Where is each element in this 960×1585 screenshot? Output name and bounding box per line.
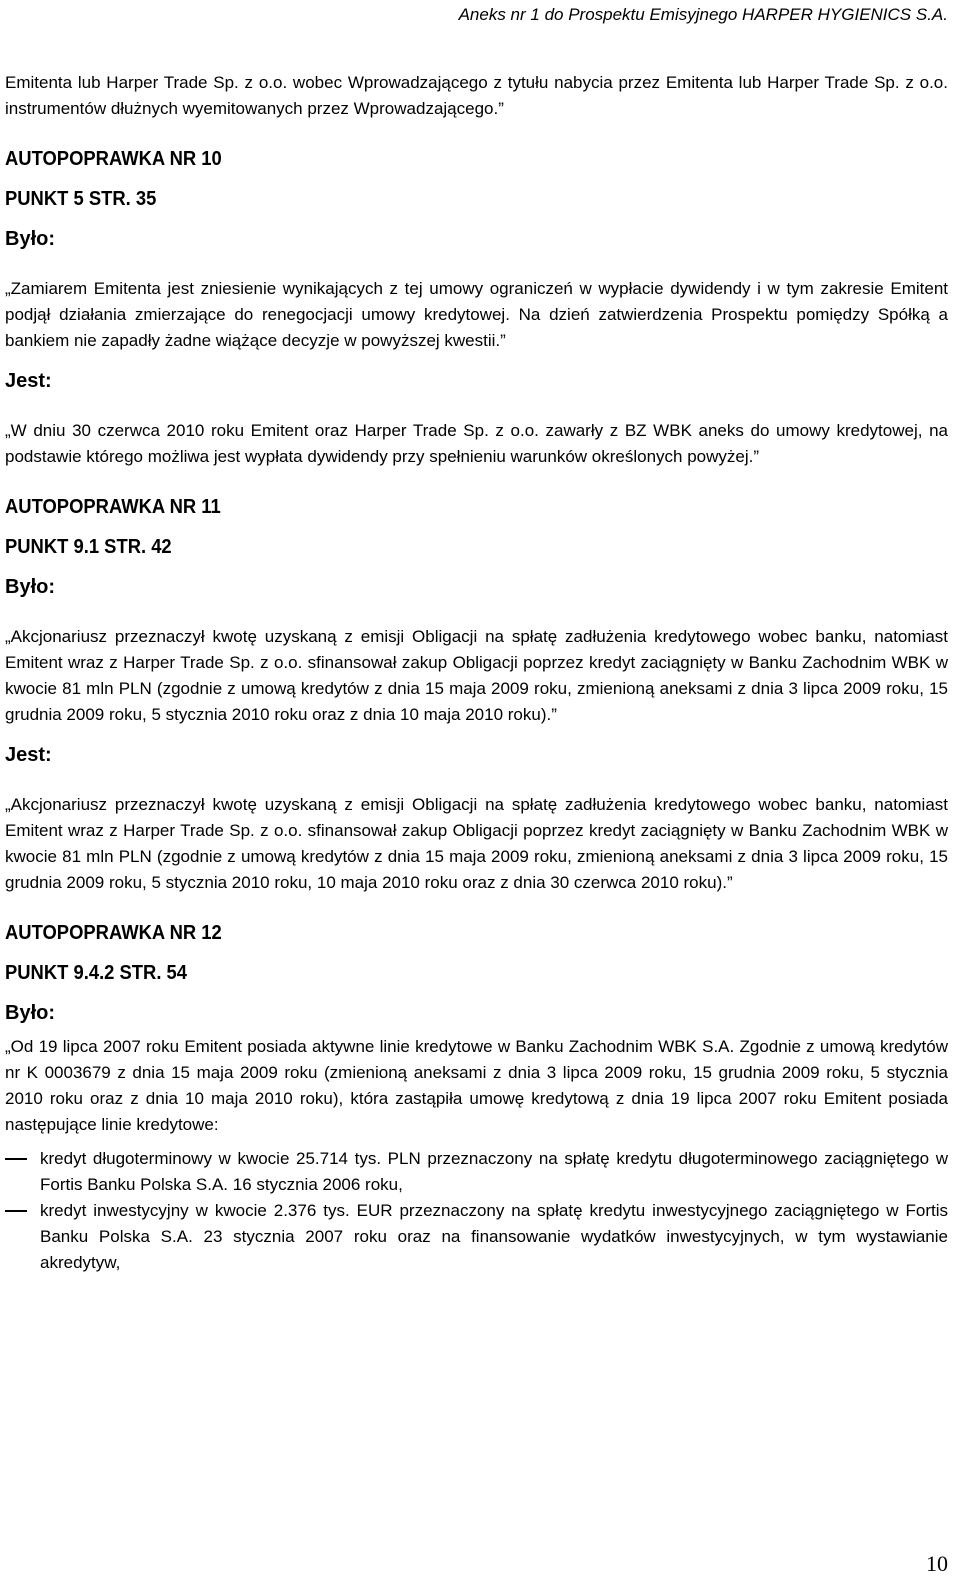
section-punkt: PUNKT 9.4.2 STR. 54: [5, 962, 188, 984]
bylo-label: Było:: [5, 228, 55, 250]
section-title: AUTOPOPRAWKA NR 11: [5, 496, 221, 518]
intro-paragraph: Emitenta lub Harper Trade Sp. z o.o. wobec Wprowadzającego z tytułu nabycia przez Emitenta lub Harper Trade Sp. z o.o. instrumentów dłużnych wyemitowanych przez Wprowadzającego.”: [5, 73, 948, 118]
document-body: [5, 70, 948, 1276]
page-number: 10: [926, 1551, 948, 1576]
section-punkt: PUNKT 9.1 STR. 42: [5, 536, 172, 558]
list-item-text: kredyt długoterminowy w kwocie 25.714 tys. PLN przeznaczony na spłatę kredytu długoterminowego zaciągniętego w Fortis Banku Polska S.A. 16 stycznia 2006 roku,: [40, 1149, 948, 1194]
jest-label: Jest:: [5, 744, 52, 766]
credit-lines-list: [5, 1146, 948, 1276]
section-autopoprawka-11: [5, 494, 948, 896]
list-item: [5, 1198, 948, 1276]
list-item: [5, 1146, 948, 1198]
list-item-text: kredyt inwestycyjny w kwocie 2.376 tys. EUR przeznaczony na spłatę kredytu inwestycyjnego zaciągniętego w Fortis Banku Polska S.A. 23 stycznia 2007 roku oraz na finansowanie wydatków inwestycyjnych, w tym wystawianie akredytyw,: [40, 1201, 948, 1272]
running-header: Aneks nr 1 do Prospektu Emisyjnego HARPER HYGIENICS S.A.: [458, 5, 948, 24]
bylo-paragraph: „Zamiarem Emitenta jest zniesienie wynikających z tej umowy ograniczeń w wypłacie dywidendy i w tym zakresie Emitent podjął działania zmierzające do renegocjacji umowy kredytowej. Na dzień zatwierdzenia Prospektu pomiędzy Spółką a bankiem nie zapadły żadne wiążące decyzje w powyższej kwestii.”: [5, 279, 948, 350]
section-autopoprawka-12: [5, 920, 948, 1276]
jest-label: Jest:: [5, 370, 52, 392]
dash-bullet-icon: [5, 1210, 27, 1212]
section-autopoprawka-10: [5, 146, 948, 470]
bylo-label: Było:: [5, 1002, 55, 1024]
bylo-paragraph: „Akcjonariusz przeznaczył kwotę uzyskaną z emisji Obligacji na spłatę zadłużenia kredytowego wobec banku, natomiast Emitent wraz z Harper Trade Sp. z o.o. sfinansował zakup Obligacji poprzez kredyt zaciągnięty w Banku Zachodnim WBK w kwocie 81 mln PLN (zgodnie z umową kredytów z dnia 15 maja 2009 roku, zmienioną aneksami z dnia 3 lipca 2009 roku, 15 grudnia 2009 roku, 5 stycznia 2010 roku oraz z dnia 10 maja 2010 roku).”: [5, 627, 948, 724]
jest-paragraph: „W dniu 30 czerwca 2010 roku Emitent oraz Harper Trade Sp. z o.o. zawarły z BZ WBK aneks do umowy kredytowej, na podstawie którego możliwa jest wypłata dywidendy przy spełnieniu warunków określonych powyżej.”: [5, 421, 948, 466]
bylo-label: Było:: [5, 576, 55, 598]
bylo-paragraph: „Od 19 lipca 2007 roku Emitent posiada aktywne linie kredytowe w Banku Zachodnim WBK S.A. Zgodnie z umową kredytów nr K 0003679 z dnia 15 maja 2009 roku (zmienioną aneksami z dnia 3 lipca 2009 roku, 15 grudnia 2009 roku, 5 stycznia 2010 roku oraz z dnia 10 maja 2010 roku), która zastąpiła umowę kredytową z dnia 19 lipca 2007 roku Emitent posiada następujące linie kredytowe:: [5, 1037, 948, 1134]
section-title: AUTOPOPRAWKA NR 10: [5, 148, 222, 170]
jest-paragraph: „Akcjonariusz przeznaczył kwotę uzyskaną z emisji Obligacji na spłatę zadłużenia kredytowego wobec banku, natomiast Emitent wraz z Harper Trade Sp. z o.o. sfinansował zakup Obligacji poprzez kredyt zaciągnięty w Banku Zachodnim WBK w kwocie 81 mln PLN (zgodnie z umową kredytów z dnia 15 maja 2009 roku, zmienioną aneksami z dnia 3 lipca 2009 roku, 15 grudnia 2009 roku, 5 stycznia 2010 roku, 10 maja 2010 roku oraz z dnia 30 czerwca 2010 roku).”: [5, 795, 948, 892]
dash-bullet-icon: [5, 1158, 27, 1160]
section-punkt: PUNKT 5 STR. 35: [5, 188, 157, 210]
section-title: AUTOPOPRAWKA NR 12: [5, 922, 222, 944]
